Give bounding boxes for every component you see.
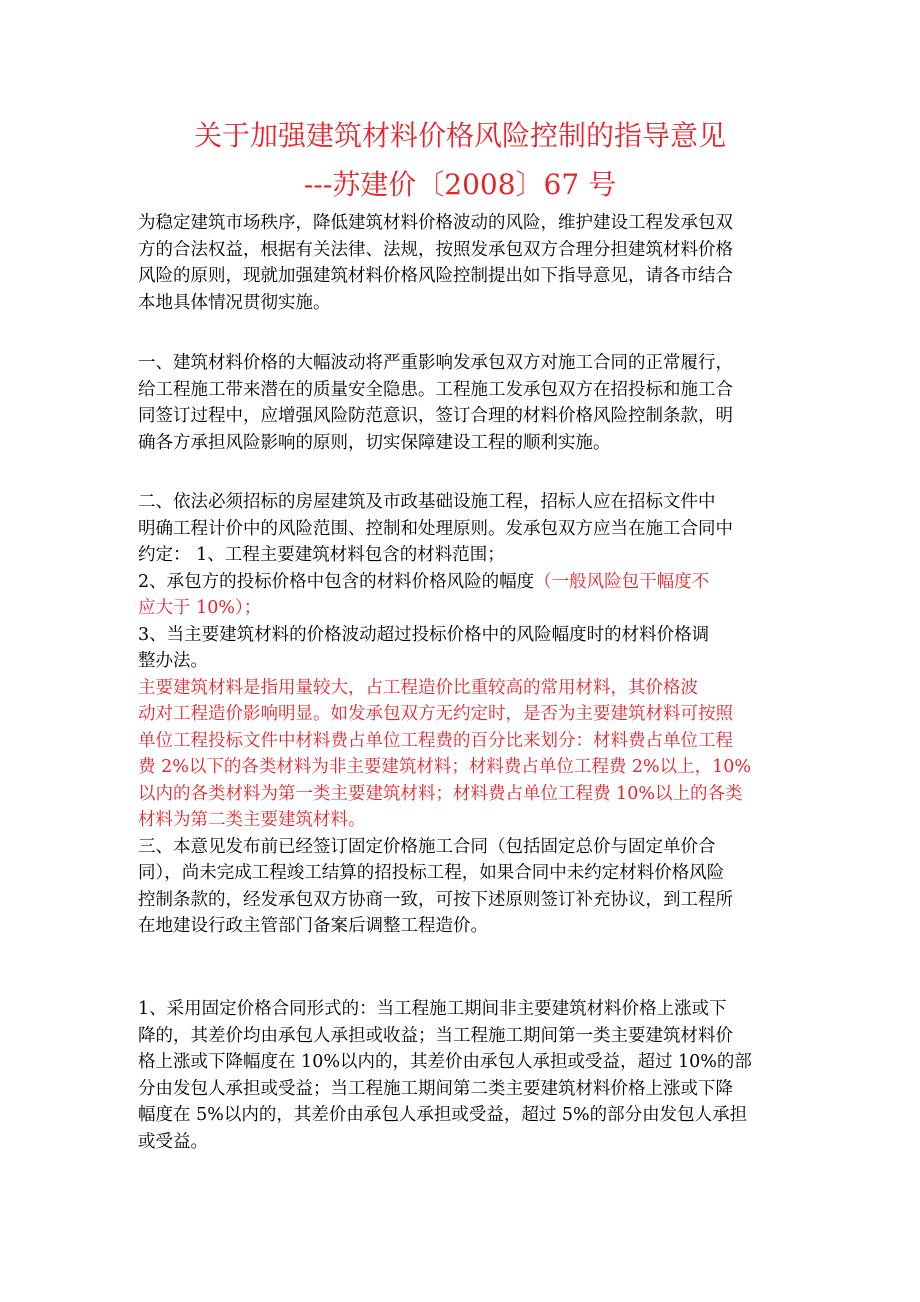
text-line: 分由发包人承担或受益；当工程施工期间第二类主要建筑材料价格上涨或下降 (138, 1078, 733, 1099)
red-note-line: 以内的各类材料为第一类主要建筑材料；材料费占单位工程费 10%以上的各类 (138, 783, 743, 804)
red-note-line: 单位工程投标文件中材料费占单位工程费的百分比来划分：材料费占单位工程 (138, 730, 733, 751)
text-line: 三、本意见发布前已经签订固定价格施工合同（包括固定总价与固定单价合 (138, 836, 716, 857)
intro-paragraph (138, 210, 788, 316)
red-note-line: 动对工程造价影响明显。如发承包双方无约定时，是否为主要建筑材料可按照 (138, 704, 733, 724)
red-note-line: 主要建筑材料是指用量较大，占工程造价比重较高的常用材料，其价格波 (138, 677, 698, 698)
text-line: 幅度在 5%以内的，其差价由承包人承担或受益，超过 5%的部分由发包人承担 (138, 1105, 748, 1125)
text-line: 一、建筑材料价格的大幅波动将严重影响发承包双方对施工合同的正常履行， (138, 353, 733, 373)
red-note-line: 费 2%以下的各类材料为非主要建筑材料；材料费占单位工程费 2%以上，10% (138, 757, 752, 777)
red-note-line: 材料为第二类主要建筑材料。 (138, 810, 366, 830)
text-line: 3、当主要建筑材料的价格波动超过投标价格中的风险幅度时的材料价格调 (138, 624, 710, 645)
text-line: 或受益。 (138, 1131, 208, 1152)
item-2-text: 2、承包方的投标价格中包含的材料价格风险的幅度 (138, 571, 535, 592)
text-line: 为稳定建筑市场秩序，降低建筑材料价格波动的风险，维护建设工程发承包双 (138, 213, 733, 233)
text-line: 整办法。 (138, 651, 208, 671)
section-2-paragraph (138, 489, 788, 940)
text-line: 明确工程计价中的风险范围、控制和处理原则。发承包双方应当在施工合同中 (138, 518, 733, 539)
item-2-red-note: （一般风险包干幅度不 (534, 571, 710, 592)
text-line: 同签订过程中，应增强风险防范意识，签订合理的材料价格风险控制条款，明 (138, 406, 733, 426)
text-line: 给工程施工带来潜在的质量安全隐患。工程施工发承包双方在招投标和施工合 (138, 379, 733, 400)
item-1-paragraph (138, 996, 788, 1155)
item-2-red-note-continued: 应大于 10%）； (138, 598, 262, 618)
text-line: 降的，其差价均由承包人承担或收益；当工程施工期间第一类主要建筑材料价 (138, 1025, 733, 1046)
document-title: 关于加强建筑材料价格风险控制的指导意见 (193, 119, 726, 152)
document-number: ---苏建价〔2008〕67 号 (303, 168, 617, 201)
text-line: 在地建设行政主管部门备案后调整工程造价。 (138, 916, 488, 936)
text-line: 确各方承担风险影响的原则，切实保障建设工程的顺利实施。 (138, 432, 611, 453)
text-line: 1、采用固定价格合同形式的：当工程施工期间非主要建筑材料价格上涨或下 (138, 999, 727, 1019)
text-line: 控制条款的，经发承包双方协商一致，可按下述原则签订补充协议，到工程所 (138, 889, 733, 910)
text-line: 格上涨或下降幅度在 10%以内的，其差价由承包人承担或受益，超过 10%的部 (138, 1052, 752, 1072)
text-line: 二、依法必须招标的房屋建筑及市政基础设施工程，招标人应在招标文件中 (138, 492, 716, 512)
text-line: 方的合法权益，根据有关法律、法规，按照发承包双方合理分担建筑材料价格 (138, 239, 733, 260)
item-2-line (138, 569, 788, 596)
text-line: 约定： 1、工程主要建筑材料包含的材料范围； (138, 545, 505, 565)
text-line: 风险的原则，现就加强建筑材料价格风险控制提出如下指导意见，请各市结合 (138, 266, 733, 286)
text-line: 同），尚未完成工程竣工结算的招投标工程，如果合同中未约定材料价格风险 (138, 863, 725, 883)
section-1-paragraph (138, 350, 788, 456)
text-line: 本地具体情况贯彻实施。 (138, 292, 331, 313)
